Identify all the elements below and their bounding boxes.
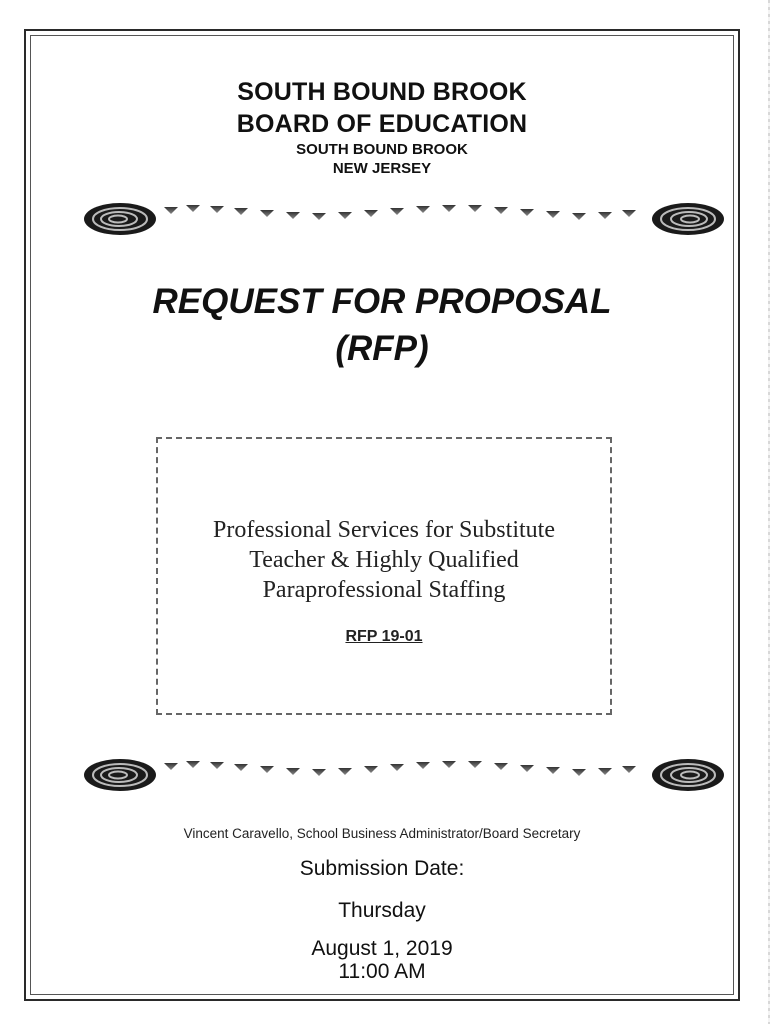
spiral-icon: [84, 203, 156, 235]
spiral-icon: [652, 203, 724, 235]
header-line-3: SOUTH BOUND BROOK: [296, 141, 468, 158]
header-line-2: BOARD OF EDUCATION: [236, 110, 528, 138]
services-line-1: Professional Services for Substitute: [213, 517, 555, 543]
administrator-line: Vincent Caravello, School Business Administrator/Board Secretary: [183, 826, 581, 841]
rfp-number: RFP 19-01: [345, 628, 423, 645]
decorative-ornament-bottom: [82, 755, 726, 795]
submission-label: Submission Date:: [299, 857, 465, 880]
services-line-3: Paraprofessional Staffing: [262, 577, 506, 603]
spiral-icon: [652, 759, 724, 791]
spiral-icon: [84, 759, 156, 791]
header-line-1: SOUTH BOUND BROOK: [237, 78, 527, 106]
submission-date: August 1, 2019: [311, 937, 453, 960]
document-subtitle: (RFP): [335, 329, 429, 368]
submission-time: 11:00 AM: [338, 960, 426, 983]
document-title: REQUEST FOR PROPOSAL: [152, 282, 612, 321]
services-line-2: Teacher & Highly Qualified: [249, 547, 519, 573]
decorative-ornament-top: [82, 199, 726, 239]
header-line-4: NEW JERSEY: [332, 160, 432, 177]
submission-day: Thursday: [338, 899, 426, 922]
